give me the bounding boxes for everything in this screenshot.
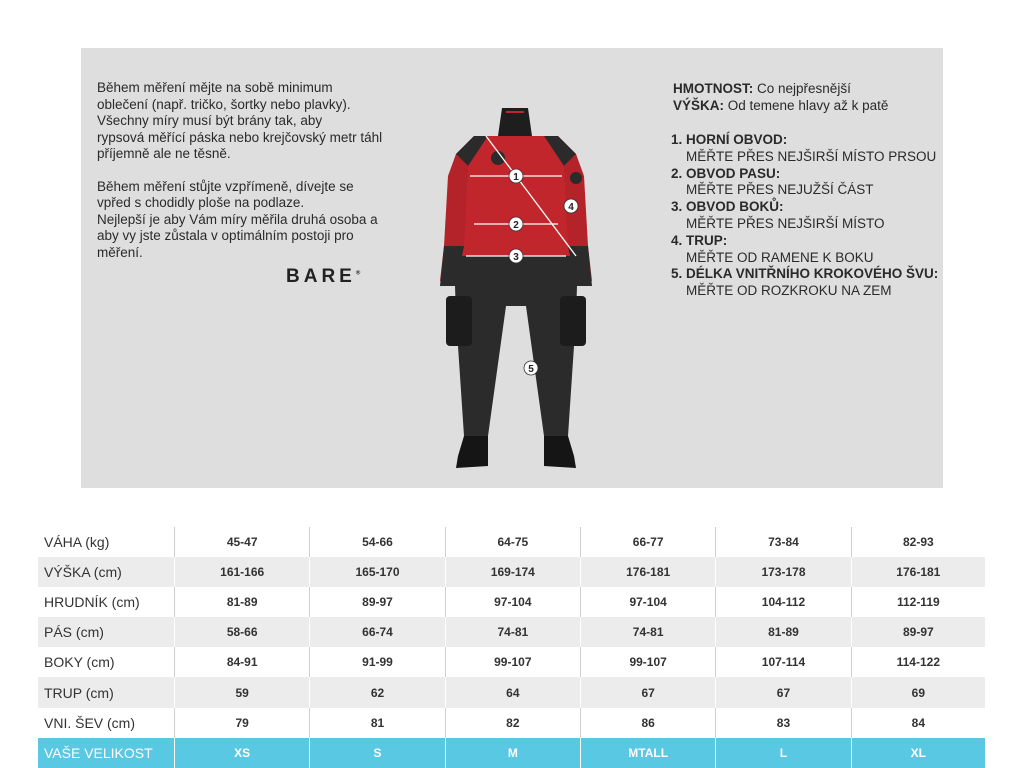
row-label: TRUP (cm): [38, 677, 175, 707]
marker-3-label: 3: [513, 252, 519, 263]
table-cell: 81: [310, 708, 445, 738]
table-cell: 112-119: [851, 587, 985, 617]
table-cell: 66-77: [580, 527, 715, 557]
height-text: Od temene hlavy až k patě: [727, 98, 889, 113]
suit-pants: [454, 256, 578, 436]
thigh-pocket-left: [446, 296, 472, 346]
height-label: VÝŠKA:: [673, 98, 725, 113]
measurement-steps: [671, 132, 941, 300]
measurement-guide: [671, 80, 941, 300]
table-cell: 107-114: [716, 647, 851, 677]
thigh-pocket-right: [560, 296, 586, 346]
row-label: HRUDNÍK (cm): [44, 594, 140, 611]
marker-5-label: 5: [528, 364, 534, 375]
table-cell: 99-107: [445, 647, 580, 677]
table-cell: 84: [851, 708, 985, 738]
instructions-paragraph-1: Během měření mějte na sobě minimum oblečení (např. tričko, šortky nebo plavky). Všechny míry musí být brány tak, aby rypsová měřící páska nebo krejčovský metr táhl příjemně ale ne těsně.: [97, 80, 383, 161]
step-5-title: 5. DÉLKA VNITŘNÍHO KROKOVÉHO ŠVU:: [671, 266, 939, 282]
table-cell: 176-181: [580, 557, 715, 587]
table-cell: 62: [310, 677, 445, 707]
size-cell: M: [445, 738, 580, 768]
step-2-title: 2. OBVOD PASU:: [671, 165, 781, 181]
weight-text: Co nejpřesnější: [757, 81, 851, 96]
table-cell: 169-174: [445, 557, 580, 587]
table-cell: 84-91: [175, 647, 310, 677]
size-cell: XS: [175, 738, 310, 768]
weight-line: [673, 80, 941, 97]
step-4-title: 4. TRUP:: [671, 232, 728, 248]
table-cell: 81-89: [716, 617, 851, 647]
table-cell: 74-81: [580, 617, 715, 647]
table-cell: 58-66: [175, 617, 310, 647]
exhaust-valve: [570, 172, 582, 184]
boot-left: [456, 436, 488, 468]
bare-logo: [286, 266, 360, 288]
row-label: BOKY (cm): [44, 654, 115, 671]
row-label: VÁHA (kg): [44, 534, 110, 551]
size-cell: XL: [851, 738, 985, 768]
step-1-desc: MĚŘTE PŘES NEJŠIRŠÍ MÍSTO PRSOU: [686, 148, 937, 164]
table-row: [38, 617, 985, 647]
row-label: VNI. ŠEV (cm): [44, 714, 136, 731]
table-cell: 81-89: [175, 587, 310, 617]
table-row: [38, 677, 985, 707]
size-cell: S: [310, 738, 445, 768]
step-5-desc: MĚŘTE OD ROZKROKU NA ZEM: [686, 283, 892, 299]
logo-registered-mark: ®: [355, 270, 361, 277]
table-cell: 82-93: [851, 527, 985, 557]
row-label: VÝŠKA (cm): [38, 557, 175, 587]
table-cell: 97-104: [445, 587, 580, 617]
table-cell: 89-97: [851, 617, 985, 647]
table-cell: 64-75: [445, 527, 580, 557]
table-cell: 104-112: [716, 587, 851, 617]
table-cell: 45-47: [175, 527, 310, 557]
table-cell: 54-66: [310, 527, 445, 557]
boot-right: [544, 436, 576, 468]
table-cell: 97-104: [580, 587, 715, 617]
instructions-paragraph-2: Během měření stůjte vzpřímeně, dívejte se vpřed s chodidly ploše na podlaze. Nejlepší je aby Vám míry měřila druhá osoba a aby vy jste zůstala v optimálním postoji pro měření.: [97, 178, 378, 260]
row-label: VAŠE VELIKOST: [38, 738, 175, 768]
table-cell: 86: [580, 708, 715, 738]
table-row: [38, 557, 985, 587]
size-cell: L: [716, 738, 851, 768]
table-cell: 73-84: [716, 527, 851, 557]
marker-1-label: 1: [513, 172, 519, 183]
table-cell: 99-107: [580, 647, 715, 677]
table-cell: 176-181: [851, 557, 985, 587]
table-cell: 165-170: [310, 557, 445, 587]
table-cell: 67: [580, 677, 715, 707]
step-4-desc: MĚŘTE OD RAMENE K BOKU: [686, 249, 874, 265]
table-cell: 173-178: [716, 557, 851, 587]
step-2-desc: MĚŘTE PŘES NEJUŽŠÍ ČÁST: [686, 182, 874, 198]
drysuit-figure: [426, 106, 606, 478]
table-row: [38, 647, 985, 677]
table-cell: 91-99: [310, 647, 445, 677]
table-cell: 67: [716, 677, 851, 707]
marker-4-label: 4: [568, 202, 574, 213]
table-cell: 64: [445, 677, 580, 707]
step-3-title: 3. OBVOD BOKŮ:: [671, 199, 784, 215]
size-chart-table: [38, 527, 985, 768]
table-cell: 74-81: [445, 617, 580, 647]
step-1-title: 1. HORNÍ OBVOD:: [671, 132, 788, 147]
table-cell: 83: [716, 708, 851, 738]
weight-label: HMOTNOST:: [673, 81, 754, 96]
table-row: [38, 527, 985, 557]
logo-text: BARE: [286, 266, 356, 287]
measurement-panel: [81, 48, 943, 488]
table-cell: 89-97: [310, 587, 445, 617]
row-label: PÁS (cm): [38, 617, 175, 647]
table-row: [38, 587, 985, 617]
step-3-desc: MĚŘTE PŘES NEJŠIRŠÍ MÍSTO: [686, 215, 885, 231]
table-cell: 114-122: [851, 647, 985, 677]
marker-2-label: 2: [513, 220, 519, 231]
table-cell: 66-74: [310, 617, 445, 647]
height-line: [673, 97, 941, 114]
table-cell: 82: [445, 708, 580, 738]
table-cell: 79: [175, 708, 310, 738]
table-cell: 69: [851, 677, 985, 707]
size-row: [38, 738, 985, 768]
measurement-instructions: [97, 80, 407, 277]
table-row: [38, 708, 985, 738]
size-cell: MTALL: [580, 738, 715, 768]
table-cell: 59: [175, 677, 310, 707]
table-cell: 161-166: [175, 557, 310, 587]
